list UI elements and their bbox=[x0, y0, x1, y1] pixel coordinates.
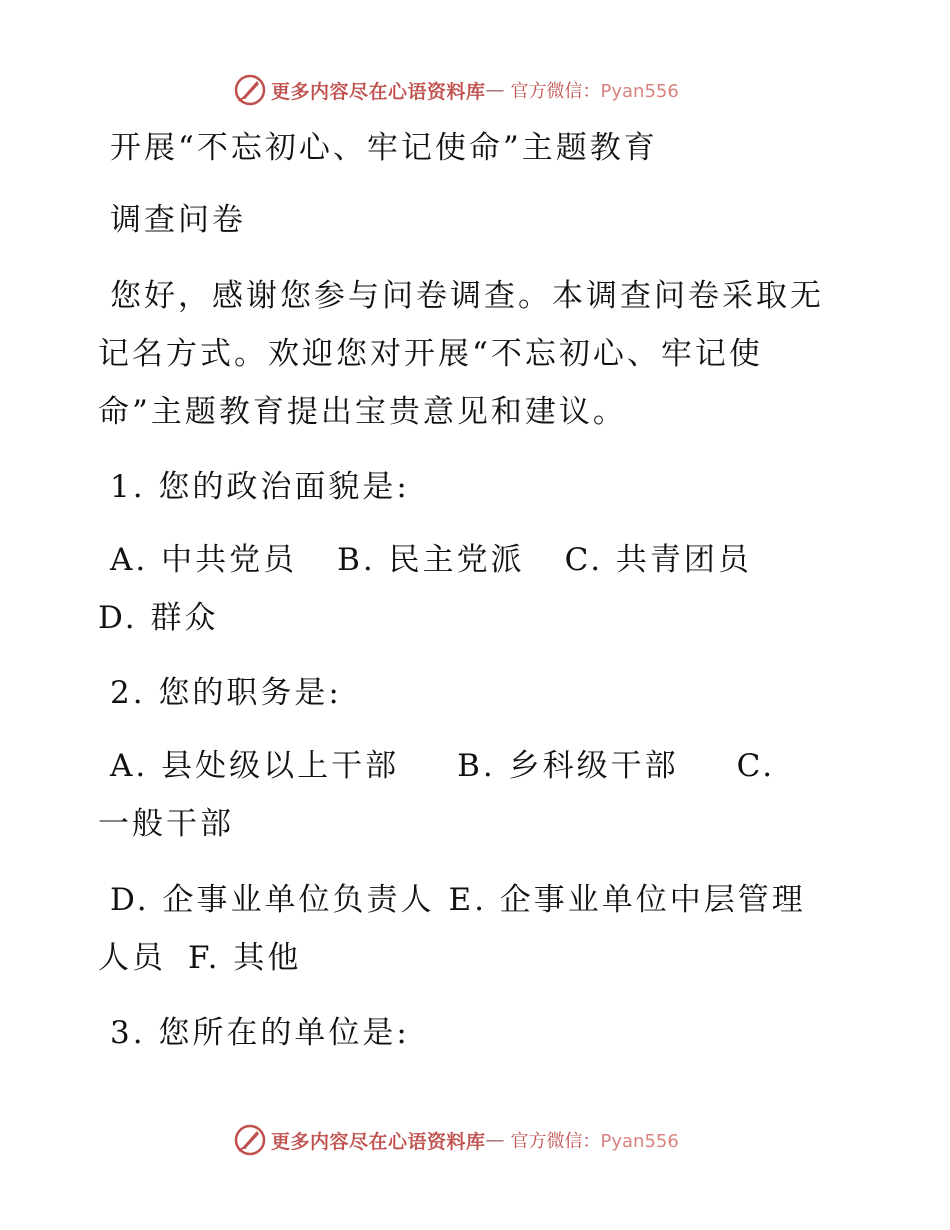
q3-question: 3. 您所在的单位是: bbox=[110, 1015, 410, 1051]
q1-option-c: C. 共青团员 bbox=[564, 542, 752, 578]
watermark-site-text: 更多内容尽在心语资料库 bbox=[271, 1130, 486, 1153]
q2-option-e: E. 企事业单位中层管理 bbox=[448, 882, 806, 918]
watermark-separator: — bbox=[485, 79, 505, 101]
doc-title-line2: 调查问卷 bbox=[110, 202, 246, 238]
quill-logo-icon bbox=[233, 1123, 267, 1157]
watermark-wechat-id: Pyan556 bbox=[600, 81, 679, 102]
q1-option-d: D. 群众 bbox=[98, 600, 219, 636]
q2-options-row-2 bbox=[98, 880, 806, 920]
watermark-wechat bbox=[511, 1127, 679, 1153]
q2-option-f: F. 其他 bbox=[188, 940, 302, 976]
q1-question: 1. 您的政治面貌是: bbox=[110, 469, 410, 505]
watermark-wechat-label: 官方微信： bbox=[510, 1131, 601, 1152]
intro-line-3: 命”主题教育提出宝贵意见和建议。 bbox=[98, 394, 627, 430]
q1-option-b: B. 民主党派 bbox=[337, 542, 525, 578]
q2-option-b: B. 乡科级干部 bbox=[457, 748, 679, 784]
intro-line-1: 您好，感谢您参与问卷调查。本调查问卷采取无 bbox=[110, 278, 824, 314]
watermark-banner-top bbox=[233, 72, 679, 108]
watermark-site-text: 更多内容尽在心语资料库 bbox=[271, 80, 486, 103]
q2-option-d: D. 企事业单位负责人 bbox=[110, 882, 435, 918]
watermark-wechat-id: Pyan556 bbox=[600, 1131, 679, 1152]
watermark-separator: — bbox=[485, 1129, 505, 1151]
watermark-wechat bbox=[511, 77, 679, 103]
q2-option-c-text: 一般干部 bbox=[98, 806, 234, 842]
watermark-banner-bottom bbox=[233, 1122, 679, 1158]
quill-logo-icon bbox=[233, 73, 267, 107]
q2-options-row-1 bbox=[98, 746, 775, 786]
q2-question: 2. 您的职务是: bbox=[110, 675, 342, 711]
q1-option-a: A. 中共党员 bbox=[110, 542, 298, 578]
intro-line-2: 记名方式。欢迎您对开展“不忘初心、牢记使 bbox=[98, 336, 763, 372]
q2-options-row-3 bbox=[98, 938, 301, 978]
q2-option-e-cont: 人员 bbox=[98, 940, 166, 976]
q1-options-row bbox=[98, 540, 752, 580]
q2-option-c-marker: C. bbox=[736, 748, 776, 784]
q2-option-a: A. 县处级以上干部 bbox=[110, 748, 400, 784]
watermark-wechat-label: 官方微信： bbox=[510, 81, 601, 102]
doc-title-line1: 开展“不忘初心、牢记使命”主题教育 bbox=[110, 130, 658, 166]
